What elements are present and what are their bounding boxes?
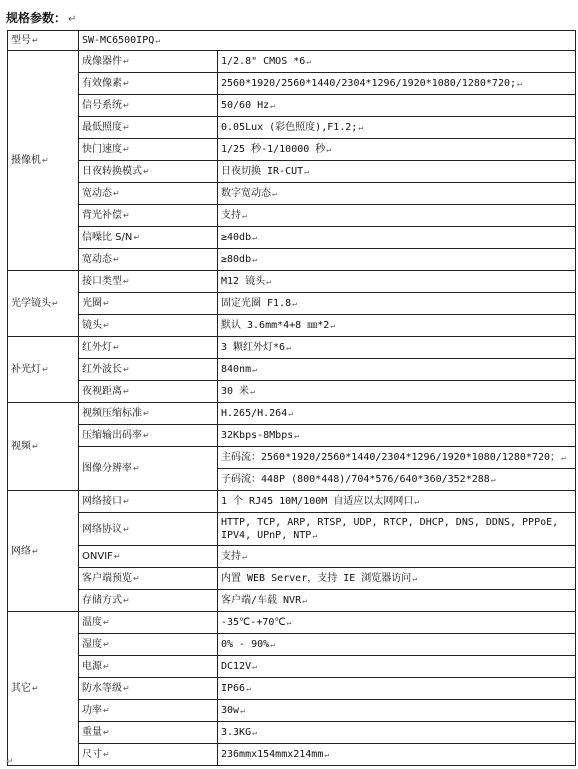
spec-label: 成像器件↵ xyxy=(79,51,218,73)
spec-value: 客户端/车载 NVR↵ xyxy=(218,590,576,612)
paragraph-mark-icon: ↵ xyxy=(6,757,14,767)
category-cell: 其它↵ xyxy=(8,612,79,766)
table-row xyxy=(8,51,576,73)
table-row xyxy=(8,31,576,51)
category-cell: 视频↵ xyxy=(8,403,79,491)
spec-label: 防水等级↵ xyxy=(79,678,218,700)
model-label: 型号↵ xyxy=(8,31,79,51)
spec-value: H.265/H.264↵ xyxy=(218,403,576,425)
table-row xyxy=(8,359,576,381)
spec-value: 内置 WEB Server，支持 IE 浏览器访问↵ xyxy=(218,568,576,590)
spec-value: 1/25 秒-1/10000 秒↵ xyxy=(218,139,576,161)
spec-label: 网络接口↵ xyxy=(79,491,218,513)
spec-label: 接口类型↵ xyxy=(79,271,218,293)
spec-label: 宽动态↵ xyxy=(79,249,218,271)
paragraph-mark-icon: ↵ xyxy=(68,14,77,25)
spec-value: 1/2.8" CMOS *6↵ xyxy=(218,51,576,73)
table-row xyxy=(8,634,576,656)
spec-value: 0.05Lux (彩色照度),F1.2;↵ xyxy=(218,117,576,139)
table-row xyxy=(8,95,576,117)
spec-label: 网络协议↵ xyxy=(79,513,218,546)
spec-label: 光圈↵ xyxy=(79,293,218,315)
spec-label: ONVIF↵ xyxy=(79,546,218,568)
spec-label: 信噪比 S/N↵ xyxy=(79,227,218,249)
spec-value: 子码流：448P (800*448)/704*576/640*360/352*288↵ xyxy=(218,469,576,491)
spec-label: 存储方式↵ xyxy=(79,590,218,612)
category-cell: 补光灯↵ xyxy=(8,337,79,403)
table-row xyxy=(8,546,576,568)
spec-label: 视频压缩标准↵ xyxy=(79,403,218,425)
table-row xyxy=(8,403,576,425)
table-row xyxy=(8,227,576,249)
table-row xyxy=(8,183,576,205)
spec-label: 有效像素↵ xyxy=(79,73,218,95)
spec-value: 1 个 RJ45 10M/100M 自适应以太网网口↵ xyxy=(218,491,576,513)
spec-value: 30w↵ xyxy=(218,700,576,722)
spec-value: 840nm↵ xyxy=(218,359,576,381)
spec-value: 日夜切换 IR-CUT↵ xyxy=(218,161,576,183)
table-row xyxy=(8,73,576,95)
category-cell: 光学镜头↵ xyxy=(8,271,79,337)
table-row xyxy=(8,315,576,337)
table-row xyxy=(8,700,576,722)
spec-label: 红外灯↵ xyxy=(79,337,218,359)
spec-value: ≥80db↵ xyxy=(218,249,576,271)
spec-label: 功率↵ xyxy=(79,700,218,722)
spec-value: 支持↵ xyxy=(218,546,576,568)
table-row xyxy=(8,249,576,271)
spec-value: M12 镜头↵ xyxy=(218,271,576,293)
spec-label: 最低照度↵ xyxy=(79,117,218,139)
table-row xyxy=(8,678,576,700)
spec-label: 红外波长↵ xyxy=(79,359,218,381)
spec-label: 重量↵ xyxy=(79,722,218,744)
spec-value: 支持↵ xyxy=(218,205,576,227)
spec-value: 数字宽动态↵ xyxy=(218,183,576,205)
spec-value: 固定光圈 F1.8↵ xyxy=(218,293,576,315)
table-row xyxy=(8,590,576,612)
table-row xyxy=(8,491,576,513)
category-cell: 网络↵ xyxy=(8,491,79,612)
table-row xyxy=(8,117,576,139)
spec-table-body xyxy=(8,31,576,766)
spec-label: 图像分辨率↵ xyxy=(79,447,218,491)
spec-value: HTTP, TCP, ARP, RTSP, UDP, RTCP, DHCP, DNS, DDNS, PPPoE, IPV4, UPnP, NTP↵ xyxy=(218,513,576,546)
table-row xyxy=(8,656,576,678)
spec-value: 30 米↵ xyxy=(218,381,576,403)
model-value: SW-MC6500IPQ↵ xyxy=(79,31,576,51)
spec-value: 主码流：2560*1920/2560*1440/2304*1296/1920*1080/1280*720；↵ xyxy=(218,447,576,469)
spec-label: 温度↵ xyxy=(79,612,218,634)
table-row xyxy=(8,381,576,403)
spec-label: 日夜转换模式↵ xyxy=(79,161,218,183)
spec-title xyxy=(6,9,76,26)
spec-value: ≥40db↵ xyxy=(218,227,576,249)
table-row xyxy=(8,722,576,744)
spec-value: 236mmx154mmx214mm↵ xyxy=(218,744,576,766)
table-row xyxy=(8,161,576,183)
spec-label: 尺寸↵ xyxy=(79,744,218,766)
spec-table xyxy=(7,30,576,766)
table-row xyxy=(8,612,576,634)
spec-label: 信号系统↵ xyxy=(79,95,218,117)
spec-label: 快门速度↵ xyxy=(79,139,218,161)
spec-value: DC12V↵ xyxy=(218,656,576,678)
spec-value: 3 颗红外灯*6↵ xyxy=(218,337,576,359)
spec-value: IP66↵ xyxy=(218,678,576,700)
spec-label: 宽动态↵ xyxy=(79,183,218,205)
table-row xyxy=(8,205,576,227)
table-row xyxy=(8,513,576,546)
spec-value: 0% - 90%↵ xyxy=(218,634,576,656)
spec-label: 背光补偿↵ xyxy=(79,205,218,227)
table-row xyxy=(8,447,576,469)
spec-value: 默认 3.6mm*4+8 ㎜*2↵ xyxy=(218,315,576,337)
table-row xyxy=(8,293,576,315)
spec-value: 2560*1920/2560*1440/2304*1296/1920*1080/1280*720;↵ xyxy=(218,73,576,95)
spec-value: 50/60 Hz↵ xyxy=(218,95,576,117)
spec-title-text: 规格参数： xyxy=(6,11,67,25)
spec-label: 压缩输出码率↵ xyxy=(79,425,218,447)
table-row xyxy=(8,139,576,161)
spec-value: -35℃-+70℃↵ xyxy=(218,612,576,634)
spec-value: 3.3KG↵ xyxy=(218,722,576,744)
category-cell: 摄像机↵ xyxy=(8,51,79,271)
table-row xyxy=(8,337,576,359)
table-row xyxy=(8,744,576,766)
spec-label: 电源↵ xyxy=(79,656,218,678)
table-row xyxy=(8,425,576,447)
spec-label: 镜头↵ xyxy=(79,315,218,337)
spec-label: 湿度↵ xyxy=(79,634,218,656)
spec-value: 32Kbps-8Mbps↵ xyxy=(218,425,576,447)
spec-label: 客户端预览↵ xyxy=(79,568,218,590)
table-row xyxy=(8,271,576,293)
table-row xyxy=(8,568,576,590)
spec-label: 夜视距离↵ xyxy=(79,381,218,403)
